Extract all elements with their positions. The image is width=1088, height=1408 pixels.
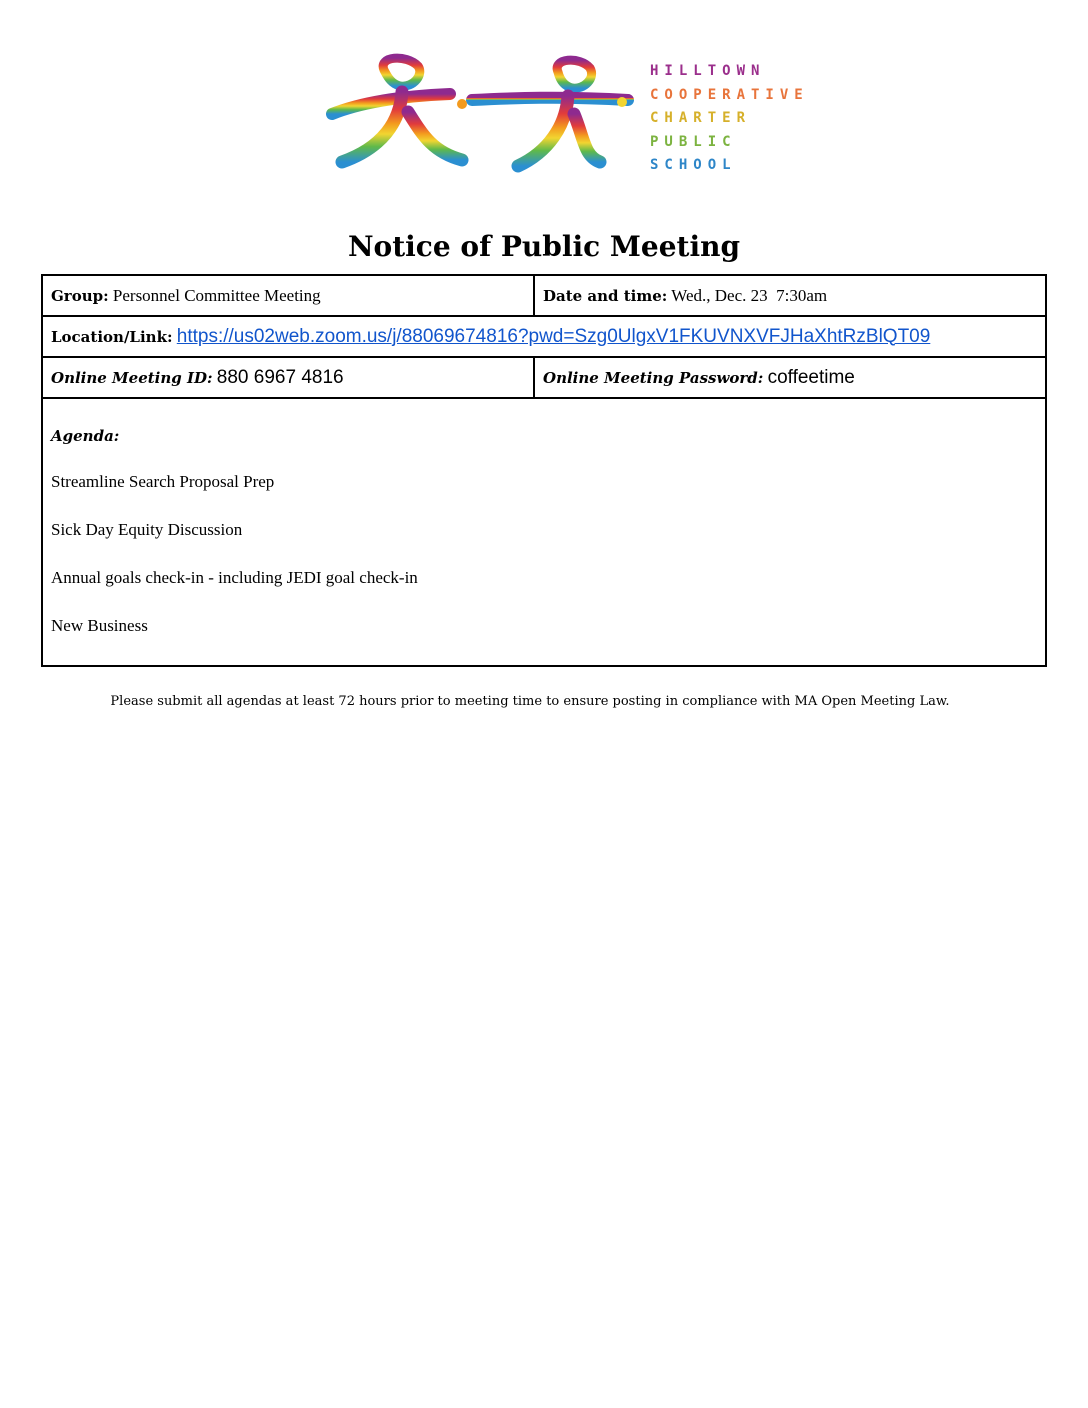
group-label: Group: (51, 286, 109, 305)
location-label: Location/Link: (51, 327, 173, 346)
meeting-id-cell (42, 357, 534, 398)
datetime-label: Date and time: (543, 286, 668, 305)
page-title: Notice of Public Meeting (347, 230, 741, 263)
agenda-item: Sick Day Equity Discussion (51, 520, 243, 539)
datetime-cell (534, 275, 1046, 316)
agenda-item: Annual goals check-in - including JEDI goal check-in (51, 568, 418, 587)
meeting-id-label: Online Meeting ID: (51, 368, 213, 387)
submission-note: Please submit all agendas at least 72 hours prior to meeting time to ensure posting in compliance with MA Open Meeting Law. (110, 694, 950, 709)
group-value: Personnel Committee Meeting (112, 285, 321, 305)
logo-line-2: COOPERATIVE (650, 86, 809, 103)
password-value: coffeetime (767, 366, 855, 388)
zoom-link[interactable]: https://us02web.zoom.us/j/88069674816?pwd=Szg0UlgxV1FKUVNXVFJHaXhtRzBlQT09 (176, 325, 931, 347)
password-cell (534, 357, 1046, 398)
logo-line-4: PUBLIC (650, 133, 737, 150)
agenda-list (51, 470, 1037, 637)
password-label: Online Meeting Password: (543, 368, 764, 387)
logo-line-1: HILLTOWN (650, 63, 766, 79)
agenda-heading: Agenda: (51, 427, 120, 445)
table-row-location (42, 316, 1046, 357)
table-row-group (42, 275, 1046, 316)
meeting-id-value: 880 6967 4816 (216, 366, 344, 388)
datetime-value: Wed., Dec. 23 7:30am (671, 285, 828, 305)
school-logo (322, 52, 809, 180)
agenda-item: New Business (51, 616, 148, 635)
meeting-info-table (41, 274, 1047, 667)
agenda-item: Streamline Search Proposal Prep (51, 472, 275, 491)
group-cell (42, 275, 534, 316)
logo-line-3: CHARTER (650, 110, 752, 126)
table-row-agenda (42, 398, 1046, 666)
logo-figures-icon (322, 52, 642, 180)
agenda-cell (42, 398, 1046, 666)
table-row-credentials (42, 357, 1046, 398)
logo-wordmark (650, 60, 809, 178)
location-cell (42, 316, 1046, 357)
logo-line-5: SCHOOL (650, 157, 737, 173)
